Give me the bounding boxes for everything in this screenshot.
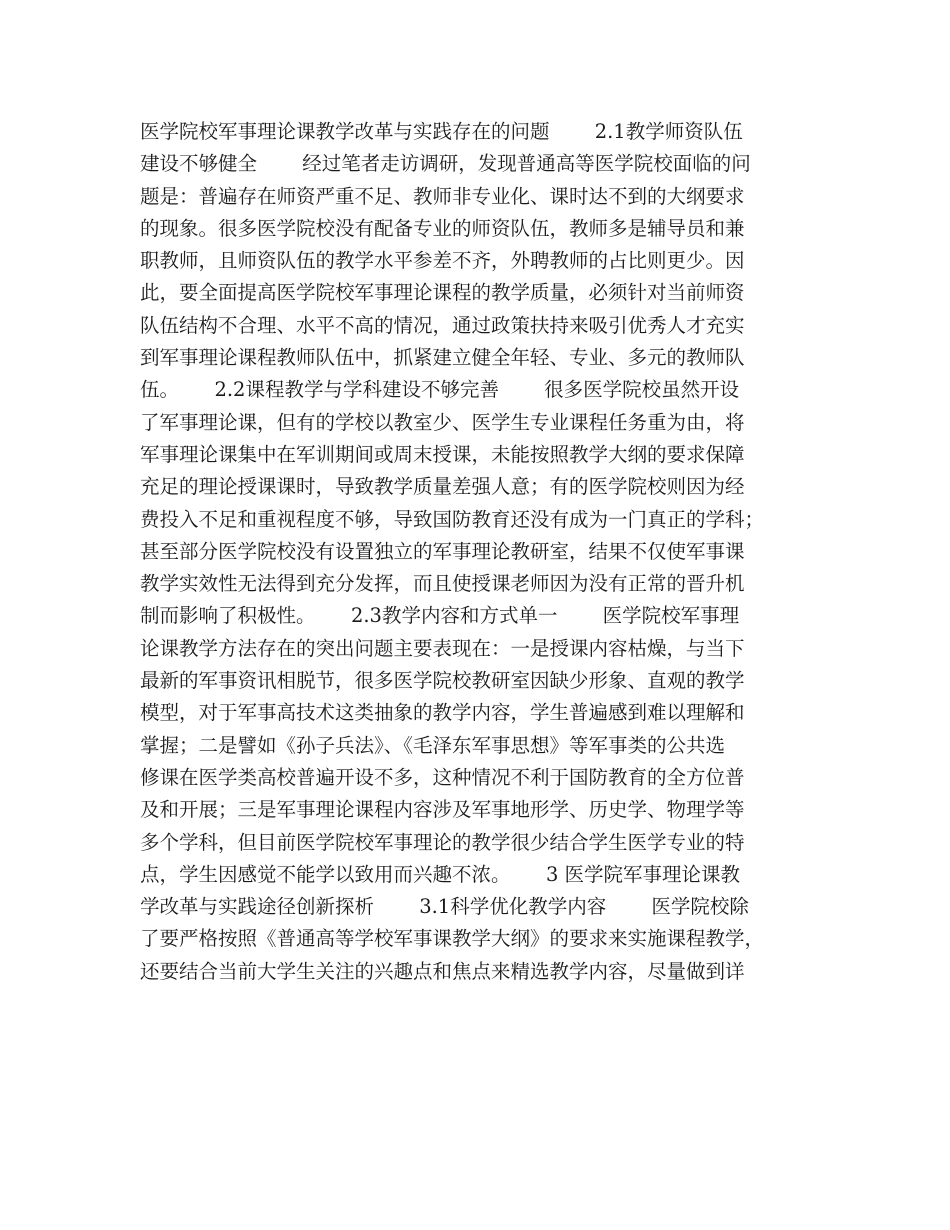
text-line: 修课在医学类高校普遍开设不多，这种情况不利于国防教育的全方位普 <box>140 765 745 789</box>
text-line: 还要结合当前大学生关注的兴趣点和焦点来精选教学内容，尽量做到详 <box>140 959 745 983</box>
text-line: 的现象。很多医学院校没有配备专业的师资队伍，教师多是辅导员和兼 <box>140 216 745 240</box>
text-line: 论课教学方法存在的突出问题主要表现在：一是授课内容枯燥，与当下 <box>140 636 745 660</box>
text-line: 了要严格按照《普通高等学校军事课教学大纲》的要求来实施课程教学， <box>140 927 765 951</box>
text-line: 了军事理论课，但有的学校以教室少、医学生专业课程任务重为由，将 <box>140 410 745 434</box>
text-line: 此，要全面提高医学院校军事理论课程的教学质量，必须针对当前师资 <box>140 281 745 305</box>
text-line: 多个学科，但目前医学院校军事理论的教学很少结合学生医学专业的特 <box>140 830 745 854</box>
text-line: 到军事理论课程教师队伍中，抓紧建立健全年轻、专业、多元的教师队 <box>140 346 745 370</box>
text-line: 题是：普遍存在师资严重不足、教师非专业化、课时达不到的大纲要求 <box>140 184 745 208</box>
text-line: 费投入不足和重视程度不够，导致国防教育还没有成为一门真正的学科； <box>140 507 765 531</box>
text-line: 学改革与实践途径创新探析 3.1科学优化教学内容 医学院校除 <box>140 895 749 919</box>
text-line: 军事理论课集中在军训期间或周末授课，未能按照教学大纲的要求保障 <box>140 442 745 466</box>
text-line: 模型，对于军事高技术这类抽象的教学内容，学生普遍感到难以理解和 <box>140 701 745 725</box>
text-line: 队伍结构不合理、水平不高的情况，通过政策扶持来吸引优秀人才充实 <box>140 313 745 337</box>
text-line: 教学实效性无法得到充分发挥，而且使授课老师因为没有正常的晋升机 <box>140 572 745 596</box>
text-line: 职教师，且师资队伍的教学水平参差不齐，外聘教师的占比则更少。因 <box>140 249 745 273</box>
body-text <box>140 116 820 988</box>
text-line: 点，学生因感觉不能学以致用而兴趣不浓。 3 医学院军事理论课教 <box>140 862 741 886</box>
text-line: 建设不够健全 经过笔者走访调研，发现普通高等医学院校面临的问 <box>140 152 751 176</box>
text-line: 医学院校军事理论课教学改革与实践存在的问题 2.1教学师资队伍 <box>140 120 743 143</box>
text-line: 甚至部分医学院校没有设置独立的军事理论教研室，结果不仅使军事课 <box>140 539 745 563</box>
text-line: 及和开展；三是军事理论课程内容涉及军事地形学、历史学、物理学等 <box>140 798 745 822</box>
text-line: 最新的军事资讯相脱节，很多医学院校教研室因缺少形象、直观的教学 <box>140 669 745 693</box>
text-line: 充足的理论授课课时，导致教学质量差强人意；有的医学院校则因为经 <box>140 475 745 499</box>
text-line: 制而影响了积极性。 2.3教学内容和方式单一 医学院校军事理 <box>140 604 740 628</box>
text-line: 伍。 2.2课程教学与学科建设不够完善 很多医学院校虽然开设 <box>140 378 740 402</box>
text-line: 掌握；二是譬如《孙子兵法》、《毛泽东军事思想》等军事类的公共选 <box>140 733 726 757</box>
